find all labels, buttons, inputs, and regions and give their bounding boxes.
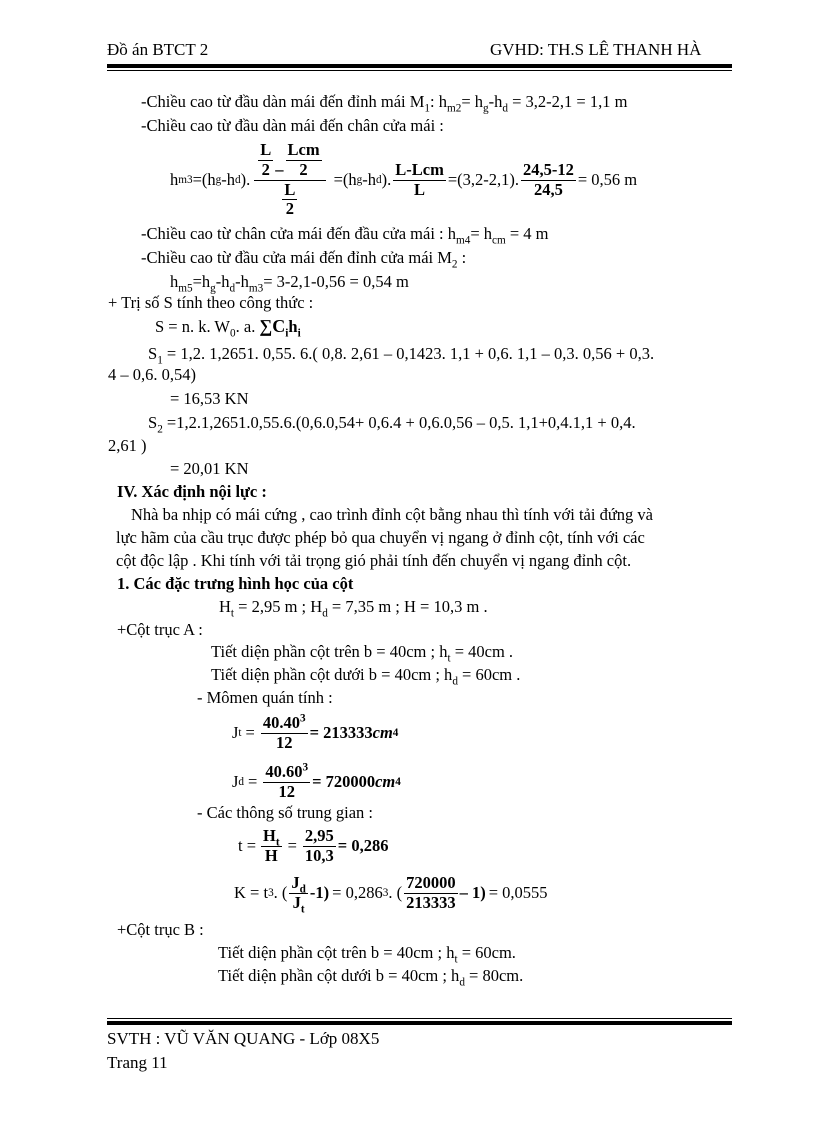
line-dan-mai-dinh-mai: -Chiều cao từ đầu dàn mái đến đỉnh mái $M_1$: $h_{m2}= h_g-h_d = 3,2-2,1 = 1,1$ m: [141, 92, 628, 115]
line-dinh-cua-mai: -Chiều cao từ đầu cửa mái đến đỉnh cửa mái $M_2$ :: [141, 248, 467, 271]
column-a-top: Tiết diện phần cột trên b = 40cm ; $h_t = 40cm$ .: [211, 642, 514, 665]
line-s1: $S_1 = 1,2$. 1,2651. 0,55. 6.( 0,8. 2,61 – 0,1423. 1,1 + 0,6. 1,1 – 0,3. 0,56 + 0,3.: [148, 344, 655, 367]
line-s2-cont: 2,61 ): [108, 436, 147, 455]
formula-hm3: h m3 =(h g -h d ). $\frac{L}{2}$ – $\frac{\text{Lcm}}{2}$ $\frac{L}{2}$ =(h g -h d ). $\frac{\text{L-Lcm}}{L}$ =(3,2-2,1). $\frac{24,5-12}{24,5}$ = 0,56 m: [170, 139, 638, 219]
line-s1-cont: 4 – 0,6. 0,54): [108, 365, 196, 384]
line-tri-so-s: + Trị số S tính theo công thức :: [108, 293, 314, 312]
column-b-top: Tiết diện phần cột trên b = 40cm ; $h_t = 60cm$.: [218, 943, 516, 966]
footer-student: SVTH : VŨ VĂN QUANG - Lớp 08X5: [107, 1029, 380, 1048]
line-heights: $H_t = 2,95$ m ; $H_d = 7,35$ m ; H = 10,3 m .: [219, 597, 488, 620]
line-s2-result: = 20,01 KN: [170, 459, 249, 478]
formula-jt: J t = $\frac{40.40^3}{12}$ = 213333 cm 4: [232, 712, 399, 752]
sum-symbol: ∑C: [259, 316, 286, 336]
paragraph-line-2: lực hãm của cầu trục được phép bỏ qua chuyển vị ngang ở đỉnh cột, tính với các: [116, 528, 645, 547]
column-b-title: +Cột trục B :: [117, 920, 204, 939]
formula-jd: J d = $\frac{40.60^3}{12}$ = 720000 cm 4: [232, 761, 401, 801]
footer-page-number: Trang 11: [107, 1053, 168, 1072]
section-title-iv: IV. Xác định nội lực :: [117, 482, 267, 501]
fraction-24-5: $\frac{24,5-12}{24,5}$: [523, 159, 574, 199]
line-chan-cua-mai: -Chiều cao từ chân cửa mái đến đầu cửa mái : $h_{m4}= h_{cm} = 4$ m: [141, 224, 549, 247]
fraction-L2-Lcm2: $\frac{L}{2}$ – $\frac{\text{Lcm}}{2}$ $\frac{L}{2}$: [254, 141, 325, 220]
paragraph-line-3: cột độc lập . Khi tính với tải trọng gió phải tính đến chuyển vị ngang đỉnh cột.: [116, 551, 632, 570]
footer-rule-thin: [107, 1018, 732, 1019]
fraction-jd: $\frac{40.60^3}{12}$: [265, 761, 309, 801]
formula-s: S = n. k. $W_0$. a. $\sum C_ih_i$: [155, 316, 301, 340]
header-title: Đồ án BTCT 2: [107, 40, 209, 59]
column-a-title: +Cột trục A :: [117, 620, 203, 639]
fraction-ht-h: $\frac{H_t}{H}$: [263, 825, 280, 865]
fraction-jd-jt: $\frac{J_d}{J_t}$: [291, 872, 306, 915]
formula-k: K = t 3 . ( $\frac{J_d}{J_t}$ -1) = 0,286 3 . ( $\frac{720000}{213333}$ – 1) = 0,0555: [234, 872, 548, 915]
header-rule-thick: [107, 64, 732, 68]
fraction-295-103: $\frac{2,95}{10,3}$: [304, 825, 334, 865]
column-b-bottom: Tiết diện phần cột dưới b = 40cm ; $h_d = 80cm$.: [218, 966, 524, 989]
line-dan-mai-chan-cua-mai: -Chiều cao từ đầu dàn mái đến chân cửa mái :: [141, 116, 444, 135]
fraction-L-Lcm: $\frac{\text{L-Lcm}}{L}$: [395, 159, 444, 199]
header-advisor: GVHD: TH.S LÊ THANH HÀ: [490, 40, 702, 59]
formula-t: t = $\frac{H_t}{H}$ = $\frac{2,95}{10,3}$ = 0,286: [238, 825, 389, 865]
paragraph-line-1: Nhà ba nhịp có mái cứng , cao trình đỉnh cột bằng nhau thì tính với tải đứng và: [131, 505, 653, 524]
footer-rule-thick: [107, 1021, 732, 1025]
fraction-jt: $\frac{40.40^3}{12}$: [262, 712, 306, 752]
column-a-bottom: Tiết diện phần cột dưới b = 40cm ; $h_d = 60cm$ .: [211, 665, 521, 688]
moment-title: - Mômen quán tính :: [197, 688, 333, 707]
params-title: - Các thông số trung gian :: [197, 803, 373, 822]
line-s1-result: = 16,53 KN: [170, 389, 249, 408]
fraction-720000-213333: $\frac{720000}{213333}$: [406, 872, 456, 912]
line-s2: $S_2 =1,2.1,2651.0,55.6.(0,6.0,54+ 0,6.4 + 0,6.0,56 - 0,5$. 1,1+0,4.1,1 + 0,4.: [148, 413, 636, 436]
line-hm5: $h_{m5}=h_g-h_d-h_{m3}= 3-2,1-0,56 = 0,54$ m: [170, 272, 409, 295]
subsection-title-1: 1. Các đặc trưng hình học của cột: [117, 574, 354, 593]
header-rule-thin: [107, 70, 732, 71]
